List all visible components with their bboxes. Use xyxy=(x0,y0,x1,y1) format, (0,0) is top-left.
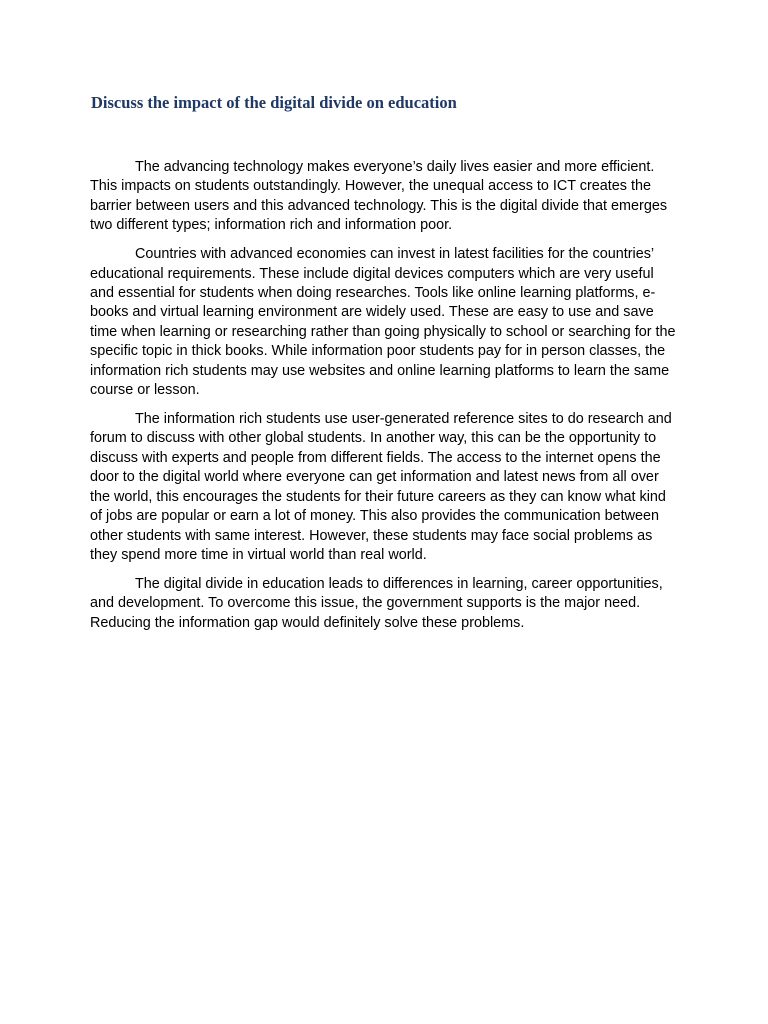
paragraph-3: The information rich students use user-generated reference sites to do research and forum to discuss with other global students. In another way, this can be the opportunity to discuss with experts and people from different fields. The access to the internet opens the door to the digital world where everyone can get information and latest news from all over the world, this encourages the students for their future careers as they can know what kind of jobs are popular or earn a lot of money. This also provides the communication between other students with same interest. However, these students may face social problems as they spend more time in virtual world than real world. xyxy=(90,411,672,563)
paragraph-2: Countries with advanced economies can invest in latest facilities for the countries’ educational requirements. These include digital devices computers which are very useful and essential for students when doing researches. Tools like online learning platforms, e-books and virtual learning environment are widely used. These are easy to use and save time when learning or researching rather than going physically to school or searching for the specific topic in thick books. While information poor students pay for in person classes, the information rich students may use websites and online learning platforms to learn the same course or lesson. xyxy=(90,246,676,399)
paragraph-1: The advancing technology makes everyone’s daily lives easier and more efficient. This impacts on students outstandingly. However, the unequal access to ICT creates the barrier between users and this advanced technology. This is the digital divide that emerges two different types; information rich and information poor. xyxy=(90,159,668,234)
paragraph-4: The digital divide in education leads to differences in learning, career opportunities, and development. To overcome this issue, the government supports is the major need. Reducing the information gap would definitely solve these problems. xyxy=(90,575,663,631)
document-title: Discuss the impact of the digital divide on education xyxy=(91,93,457,112)
document-body xyxy=(90,158,680,643)
